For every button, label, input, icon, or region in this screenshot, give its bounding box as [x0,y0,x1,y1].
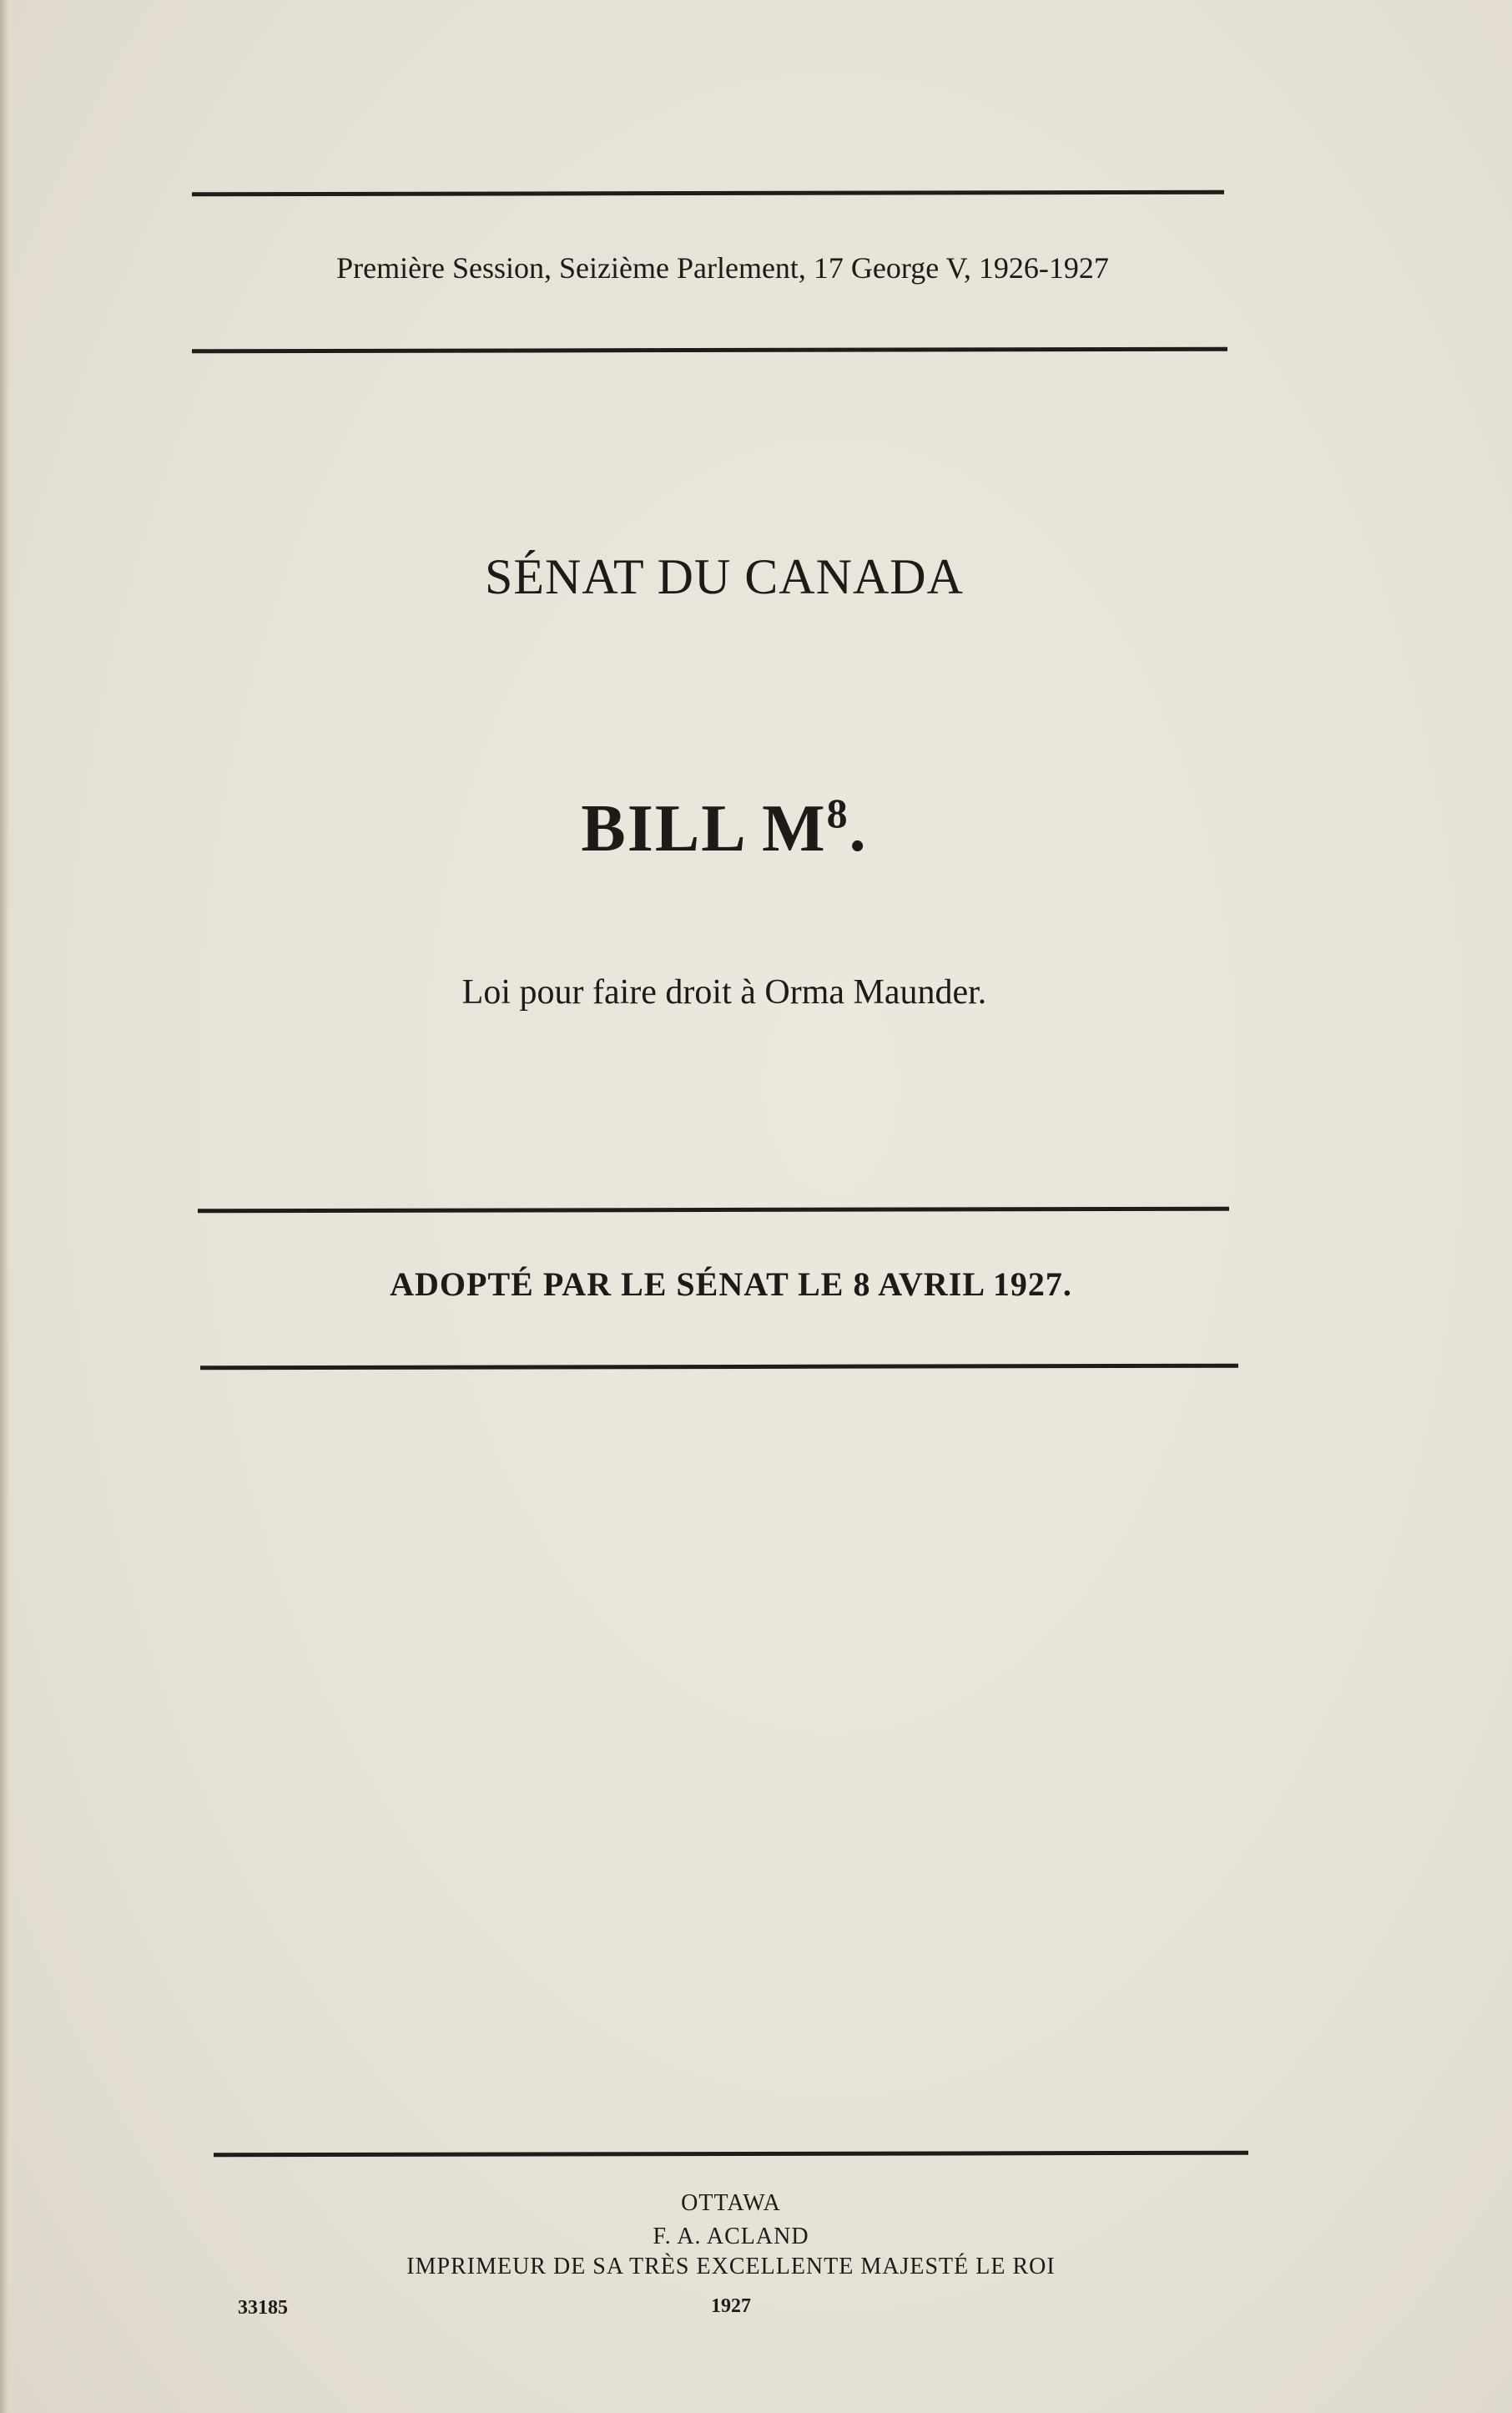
session-line: Première Session, Seizième Parlement, 17 George V, 1926-1927 [336,251,1109,285]
adopted-bottom-rule [200,1364,1238,1371]
imprint-printer: F. A. ACLAND [653,2224,809,2249]
bill-number: 8 [826,790,849,836]
bill-subject: Loi pour faire droit à Orma Maunder. [461,973,987,1012]
page-edge-shadow [0,0,10,2413]
print-code: 33185 [238,2297,288,2319]
imprint-rule [214,2151,1248,2158]
adopted-top-rule [198,1207,1229,1214]
bill-title [0,789,1480,867]
imprint-year: 1927 [711,2295,751,2317]
bill-prefix: BILL M [581,792,827,866]
imprint-city: OTTAWA [681,2190,781,2216]
senate-heading: SÉNAT DU CANADA [485,549,964,604]
session-rule [192,347,1227,354]
top-rule [192,190,1224,197]
bill-suffix: . [849,792,868,866]
imprint-printer-title: IMPRIMEUR DE SA TRÈS EXCELLENTE MAJESTÉ LE ROI [406,2254,1056,2279]
adopted-statement: ADOPTÉ PAR LE SÉNAT LE 8 AVRIL 1927. [390,1265,1072,1303]
